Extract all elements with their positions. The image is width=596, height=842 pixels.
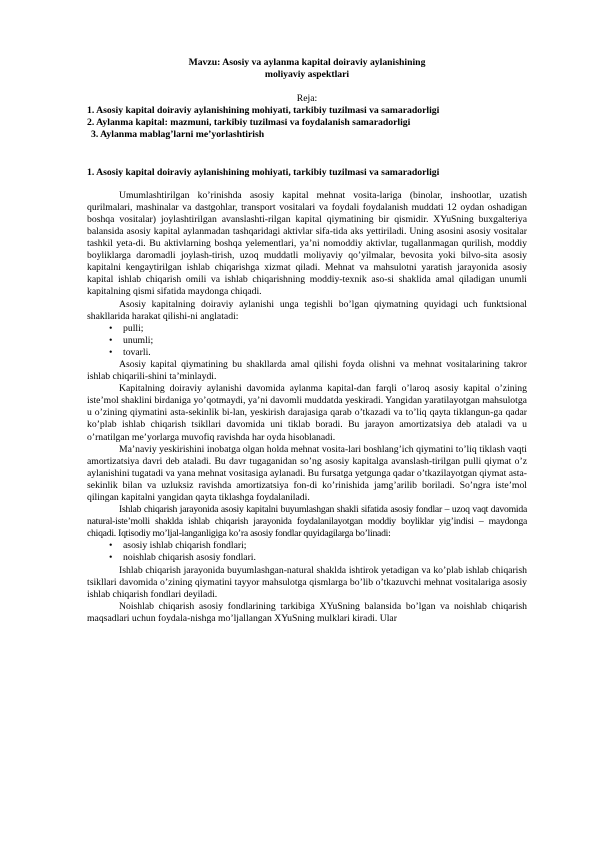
paragraph-7: Ishlab chiqarish jarayonida buyumlashgan-natural shaklda ishtirok yetadigan va ko’plab ishlab chiqarish tsikllari davomida o’zining qiymatini tayyor mahsulotga qismlarga bo’lib o’tkazuvchi mehnat vositalariga asosiy ishlab chiqarish fondlari deyiladi.: [87, 564, 527, 600]
bullet-list-1: [87, 323, 527, 359]
list-item-text: asosiy ishlab chiqarish fondlari;: [123, 540, 247, 552]
list-item-text: unumli;: [123, 334, 154, 346]
paragraph-1: Umumlashtirilgan ko’rinishda asosiy kapital mehnat vosita-lariga (binolar, inshootlar, uzatish qurilmalari, mashinalar va dastgohlar, transport vositalari va foydali foydalanish muddati 12 oydan oshadigan boshqa vositalar) joylashtirilgan avanslashti-rilgan kapital qiymatining bir qismidir. XYuSning buxgalteriya balansida asosiy kapital aylanmadan tashqaridagi aktivlar sifa-tida aks yettiriladi. Uning asosini asosiy vositalar tashkil yeta-di. Bu aktivlarning boshqa yelementlari, ya’ni nomoddiy aktivlar, tugallanmagan qurilish, moddiy boyliklarga daromadli joylash-tirish, uzoq muddatli moliyaviy qo’yilmalar, bevosita yoki bilvo-sita asosiy kapitalni kengaytirilgan ishlab chiqarishga xizmat qiladi. Mehnat va mahsulotni yaratish jarayonida asosiy kapital ishlab chiqarish omili va ishlab chiqarishning moddiy-texnik aso-si shaklida amal qiladigan unumli kapitalning qismi sifatida maydonga chiqadi.: [87, 189, 527, 298]
paragraph-2: Asosiy kapitalning doiraviy aylanishi unga tegishli bo’lgan qiymatning quyidagi uch funktsional shakllarida harakat qilishi-ni anglatadi:: [87, 298, 527, 322]
plan-heading: Reja:: [296, 93, 318, 105]
list-item-text: tovarli.: [123, 346, 151, 358]
bullet-icon: •: [109, 334, 113, 346]
plan-item-3: 3. Aylanma mablag’larni me’yorlashtirish: [91, 129, 265, 141]
paragraph-4: Kapitalning doiraviy aylanishi davomida aylanma kapital-dan farqli o’laroq asosiy kapital o’zining iste’mol shaklini birdaniga yo’qotmaydi, ya’ni davomli muddatda yeskiradi. Yangidan yaratilayotgan mahsulotga u o’zining qiymatini asta-sekinlik bi-lan, yeskirish darajasiga qarab o’tkazadi va to’liq qayta tiklangun-ga qadar ko’plab ishlab chiqarish tsikllari davomida uni tiklab boradi. Bu jarayon amortizatsiya deb ataladi va u o’rnatilgan me’yorlarga muvofiq ravishda har oyda hisoblanadi.: [87, 383, 527, 443]
document-title-line-2: moliyaviy aspektlari: [264, 69, 350, 81]
bullet-icon: •: [109, 346, 113, 358]
paragraph-3: Asosiy kapital qiymatining bu shakllarda amal qilishi foyda olishni va mehnat vositalarining takror ishlab chiqarili-shini ta’minlaydi.: [87, 358, 527, 383]
list-item: [109, 347, 527, 359]
plan-item-1: 1. Asosiy kapital doiraviy aylanishining mohiyati, tarkibiy tuzilmasi va samaradorligi: [87, 105, 440, 117]
list-item: [109, 335, 527, 347]
section-1-heading: 1. Asosiy kapital doiraviy aylanishining mohiyati, tarkibiy tuzilmasi va samaradorligi: [87, 166, 440, 178]
paragraph-8: Noishlab chiqarish asosiy fondlarining tarkibiga XYuSning balansida bo’lgan va noishlab chiqarish maqsadlari uchun foydala-nishga mo’ljallangan XYuSning mulklari kiradi. Ular: [87, 600, 527, 624]
paragraph-5: Ma’naviy yeskirishini inobatga olgan holda mehnat vosita-lari boshlang’ich qiymatini to’liq tiklash vaqti amortizatsiya davri deb ataladi. Bu davr tugaganidan so’ng asosiy kapitalga avanslash-tirilgan pulli qiymat o’z aylanishini tugatadi va yana mehnat vositasiga aylanadi. Bu fursatga yetgunga qadar o’tkazilayotgan qiymat asta-sekinlik bilan va uzluksiz ravishda amortizatsiya fon-di ko’rinishida jamg’arilib boriladi. So’ngra iste’mol qilingan kapitalni yangidan qayta tiklashga foydalaniladi.: [87, 443, 527, 503]
list-item-text: pulli;: [123, 322, 144, 334]
document-page: [87, 57, 527, 625]
bullet-list-2: [87, 540, 527, 564]
plan-item-2: 2. Aylanma kapital: mazmuni, tarkibiy tuzilmasi va foydalanish samaradorligi: [87, 117, 411, 129]
list-item: [109, 540, 527, 552]
bullet-icon: •: [109, 322, 113, 334]
list-item: [109, 552, 527, 564]
bullet-icon: •: [109, 552, 113, 564]
list-item-text: noishlab chiqarish asosiy fondlari.: [123, 552, 256, 564]
document-title-line-1: Mavzu: Asosiy va aylanma kapital doiraviy aylanishining: [188, 57, 426, 68]
bullet-icon: •: [109, 540, 113, 552]
paragraph-6: Ishlab chiqarish jarayonida asosiy kapitalni buyumlashgan shakli sifatida asosiy fondlar – uzoq vaqt davomida natural-iste’molli shaklda ishlab chiqarish jarayonida foydalanilayotgan moddiy boyliklar yig’indisi – maydonga chiqadi. Iqtisodiy mo’ljal-langanligiga ko’ra asosiy fondlar quyidagilarga bo’linadi:: [87, 504, 527, 540]
list-item: [109, 323, 527, 335]
